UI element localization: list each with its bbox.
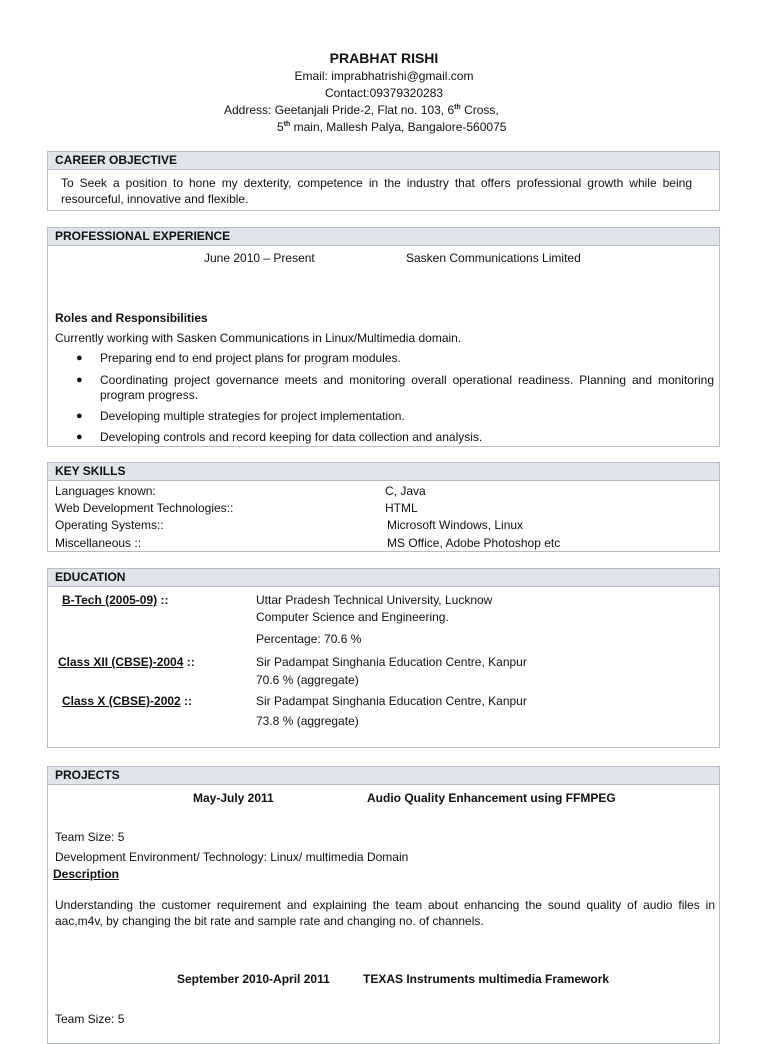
education-xii-label: Class XII (CBSE)-2004 :: bbox=[58, 655, 195, 669]
project-2-name: TEXAS Instruments multimedia Framework bbox=[363, 972, 610, 986]
skill-value: MS Office, Adobe Photoshop etc bbox=[387, 536, 561, 550]
skill-label: Miscellaneous :: bbox=[55, 536, 142, 550]
experience-bullet-1: Preparing end to end project plans for program modules. bbox=[100, 351, 401, 365]
candidate-name: PRABHAT RISHI bbox=[329, 50, 439, 66]
experience-bullet-3: Developing multiple strategies for project implementation. bbox=[100, 409, 405, 423]
skill-label: Operating Systems:: bbox=[55, 518, 164, 532]
experience-bullet-4: Developing controls and record keeping for data collection and analysis. bbox=[100, 430, 483, 444]
address-line-2: 5th main, Mallesh Palya, Bangalore-560075 bbox=[277, 120, 507, 134]
section-header-key-skills: KEY SKILLS bbox=[47, 462, 720, 481]
education-btech-label: B-Tech (2005-09) :: bbox=[62, 593, 169, 607]
bullet-icon: ● bbox=[76, 374, 83, 386]
bullet-icon: ● bbox=[76, 410, 83, 422]
experience-bullet-2: Coordinating project governance meets and monitoring overall operational readiness. Planning and monitoring program progress. bbox=[100, 373, 714, 402]
education-xii-percentage: 70.6 % (aggregate) bbox=[256, 673, 359, 687]
project-1-period: May-July 2011 bbox=[193, 791, 274, 805]
section-header-career-objective: CAREER OBJECTIVE bbox=[47, 151, 720, 170]
skill-value: HTML bbox=[385, 501, 418, 515]
experience-company: Sasken Communications Limited bbox=[406, 251, 581, 265]
email-line: Email: imprabhatrishi@gmail.com bbox=[294, 69, 474, 83]
education-btech-institution: Uttar Pradesh Technical University, Lucknow bbox=[256, 593, 493, 607]
section-header-education: EDUCATION bbox=[47, 568, 720, 587]
education-x-institution: Sir Padampat Singhania Education Centre, Kanpur bbox=[256, 694, 527, 708]
education-x-label: Class X (CBSE)-2002 :: bbox=[62, 694, 193, 708]
skill-value: Microsoft Windows, Linux bbox=[387, 518, 524, 532]
project-1-description-heading: Description bbox=[53, 867, 120, 881]
contact-line: Contact:09379320283 bbox=[324, 86, 444, 100]
section-header-professional-experience: PROFESSIONAL EXPERIENCE bbox=[47, 227, 720, 246]
education-btech-branch: Computer Science and Engineering. bbox=[256, 610, 449, 624]
experience-period: June 2010 – Present bbox=[204, 251, 315, 265]
skill-label: Web Development Technologies:: bbox=[55, 501, 234, 515]
education-x-percentage: 73.8 % (aggregate) bbox=[256, 714, 359, 728]
bullet-icon: ● bbox=[76, 352, 83, 364]
experience-intro: Currently working with Sasken Communications in Linux/Multimedia domain. bbox=[55, 331, 462, 345]
skill-label: Languages known: bbox=[55, 484, 156, 498]
bullet-icon: ● bbox=[76, 431, 83, 443]
address-line-1: Address: Geetanjali Pride-2, Flat no. 103, 6th Cross, bbox=[224, 103, 499, 117]
project-2-period: September 2010-April 2011 bbox=[177, 972, 330, 986]
project-1-name: Audio Quality Enhancement using FFMPEG bbox=[367, 791, 616, 805]
education-btech-percentage: Percentage: 70.6 % bbox=[256, 632, 362, 646]
project-2-team-size: Team Size: 5 bbox=[55, 1012, 125, 1026]
project-1-description: Understanding the customer requirement and explaining the team about enhancing the sound quality of audio files in aac,m4v, by changing the bit rate and sample rate and changing no. of channels. bbox=[55, 898, 715, 928]
career-objective-text: To Seek a position to hone my dexterity, competence in the industry that offers professional growth while being resourceful, innovative and flexible. bbox=[61, 176, 692, 206]
project-1-team-size: Team Size: 5 bbox=[55, 830, 125, 844]
skill-value: C, Java bbox=[385, 484, 426, 498]
roles-heading: Roles and Responsibilities bbox=[55, 311, 208, 325]
section-header-projects: PROJECTS bbox=[47, 766, 720, 785]
education-xii-institution: Sir Padampat Singhania Education Centre, Kanpur bbox=[256, 655, 527, 669]
project-1-environment: Development Environment/ Technology: Linux/ multimedia Domain bbox=[55, 850, 409, 864]
